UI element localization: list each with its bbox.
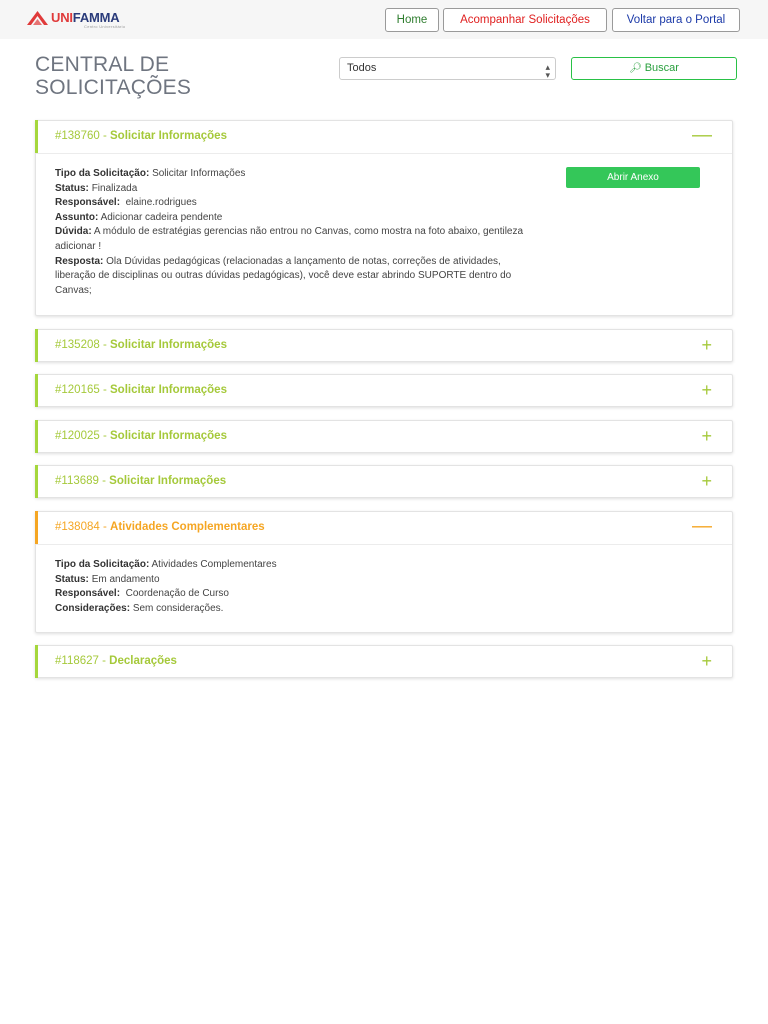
field-assunto: Assunto: Adicionar cadeira pendente (55, 211, 223, 223)
collapse-icon[interactable]: — (692, 124, 712, 146)
request-title: Atividades Complementares (110, 521, 265, 533)
unifamma-logo[interactable] (27, 9, 137, 31)
field-duvida: Dúvida: A módulo de estratégias gerencias não entrou no Canvas, como mostra na foto abaixo, gentileza adicionar ! (55, 226, 524, 252)
expand-icon[interactable]: + (701, 335, 712, 355)
voltar-portal-button[interactable]: Voltar para o Portal (612, 8, 740, 32)
request-panel-header[interactable]: #120165 - Solicitar Informações + (36, 375, 732, 407)
search-icon: 🔍︎ (629, 63, 642, 74)
request-panel-header[interactable]: #135208 - Solicitar Informações + (36, 330, 732, 362)
field-status: Status: Em andamento (55, 573, 160, 585)
search-label: Buscar (644, 62, 679, 74)
status-filter-select[interactable] (339, 57, 556, 80)
updown-caret-icon: ▴ ▾ (545, 62, 550, 80)
request-panel (35, 374, 733, 407)
request-panel-header[interactable]: #138760 - Solicitar Informações — (36, 121, 732, 153)
field-tipo: Tipo da Solicitação: Solicitar Informações (55, 168, 246, 179)
request-panel (35, 645, 733, 678)
field-status: Status: Finalizada (55, 182, 138, 194)
home-button[interactable]: Home (385, 8, 439, 32)
request-panel (35, 511, 733, 633)
expand-icon[interactable]: + (701, 380, 712, 400)
request-panel-body (36, 544, 732, 631)
logo-subtitle: Centro Universitário (84, 24, 126, 29)
search-button[interactable] (571, 57, 737, 80)
expand-icon[interactable]: + (701, 426, 712, 446)
request-panel (35, 329, 733, 362)
request-panel (35, 120, 733, 316)
request-panel-header[interactable]: #118627 - Declarações + (36, 646, 732, 678)
request-title: Solicitar Informações (110, 384, 227, 396)
expand-icon[interactable]: + (701, 471, 712, 491)
page-title: CENTRAL DE SOLICITAÇÕES (35, 53, 192, 99)
abrir-anexo-button[interactable]: Abrir Anexo (566, 167, 700, 188)
field-resposta: Resposta: Ola Dúvidas pedagógicas (relacionadas a lançamento de notas, correções de atividades, liberação de disciplinas ou outras dúvidas pedagógicas), você deve estar abrindo SUPORTE dentro do Canvas; (55, 255, 512, 296)
request-title: Declarações (109, 655, 177, 667)
field-tipo: Tipo da Solicitação: Atividades Complementares (55, 559, 277, 570)
request-panel (35, 420, 733, 453)
request-panel-header[interactable]: #138084 - Atividades Complementares — (36, 512, 732, 544)
collapse-icon[interactable]: — (692, 515, 712, 537)
logo-text: UNIFAMMA (51, 10, 120, 25)
expand-icon[interactable]: + (701, 651, 712, 671)
acompanhar-solicitacoes-button[interactable]: Acompanhar Solicitações (443, 8, 607, 32)
logo-mark-icon (27, 11, 48, 25)
field-responsavel: Responsável: elaine.rodrigues (55, 197, 197, 209)
request-panel-header[interactable]: #120025 - Solicitar Informações + (36, 421, 732, 453)
request-panel-header[interactable]: #113689 - Solicitar Informações + (36, 466, 732, 498)
request-panel (35, 465, 733, 498)
field-consideracoes: Considerações: Sem considerações. (55, 602, 224, 614)
request-panel-body (36, 153, 732, 313)
request-title: Solicitar Informações (109, 475, 227, 487)
field-responsavel: Responsável: Coordenação de Curso (55, 588, 229, 600)
top-navbar (0, 0, 768, 39)
request-title: Solicitar Informações (110, 339, 227, 351)
filter-selected-value: Todos (347, 62, 377, 74)
request-title: Solicitar Informações (110, 430, 227, 442)
request-title: Solicitar Informações (110, 130, 227, 142)
